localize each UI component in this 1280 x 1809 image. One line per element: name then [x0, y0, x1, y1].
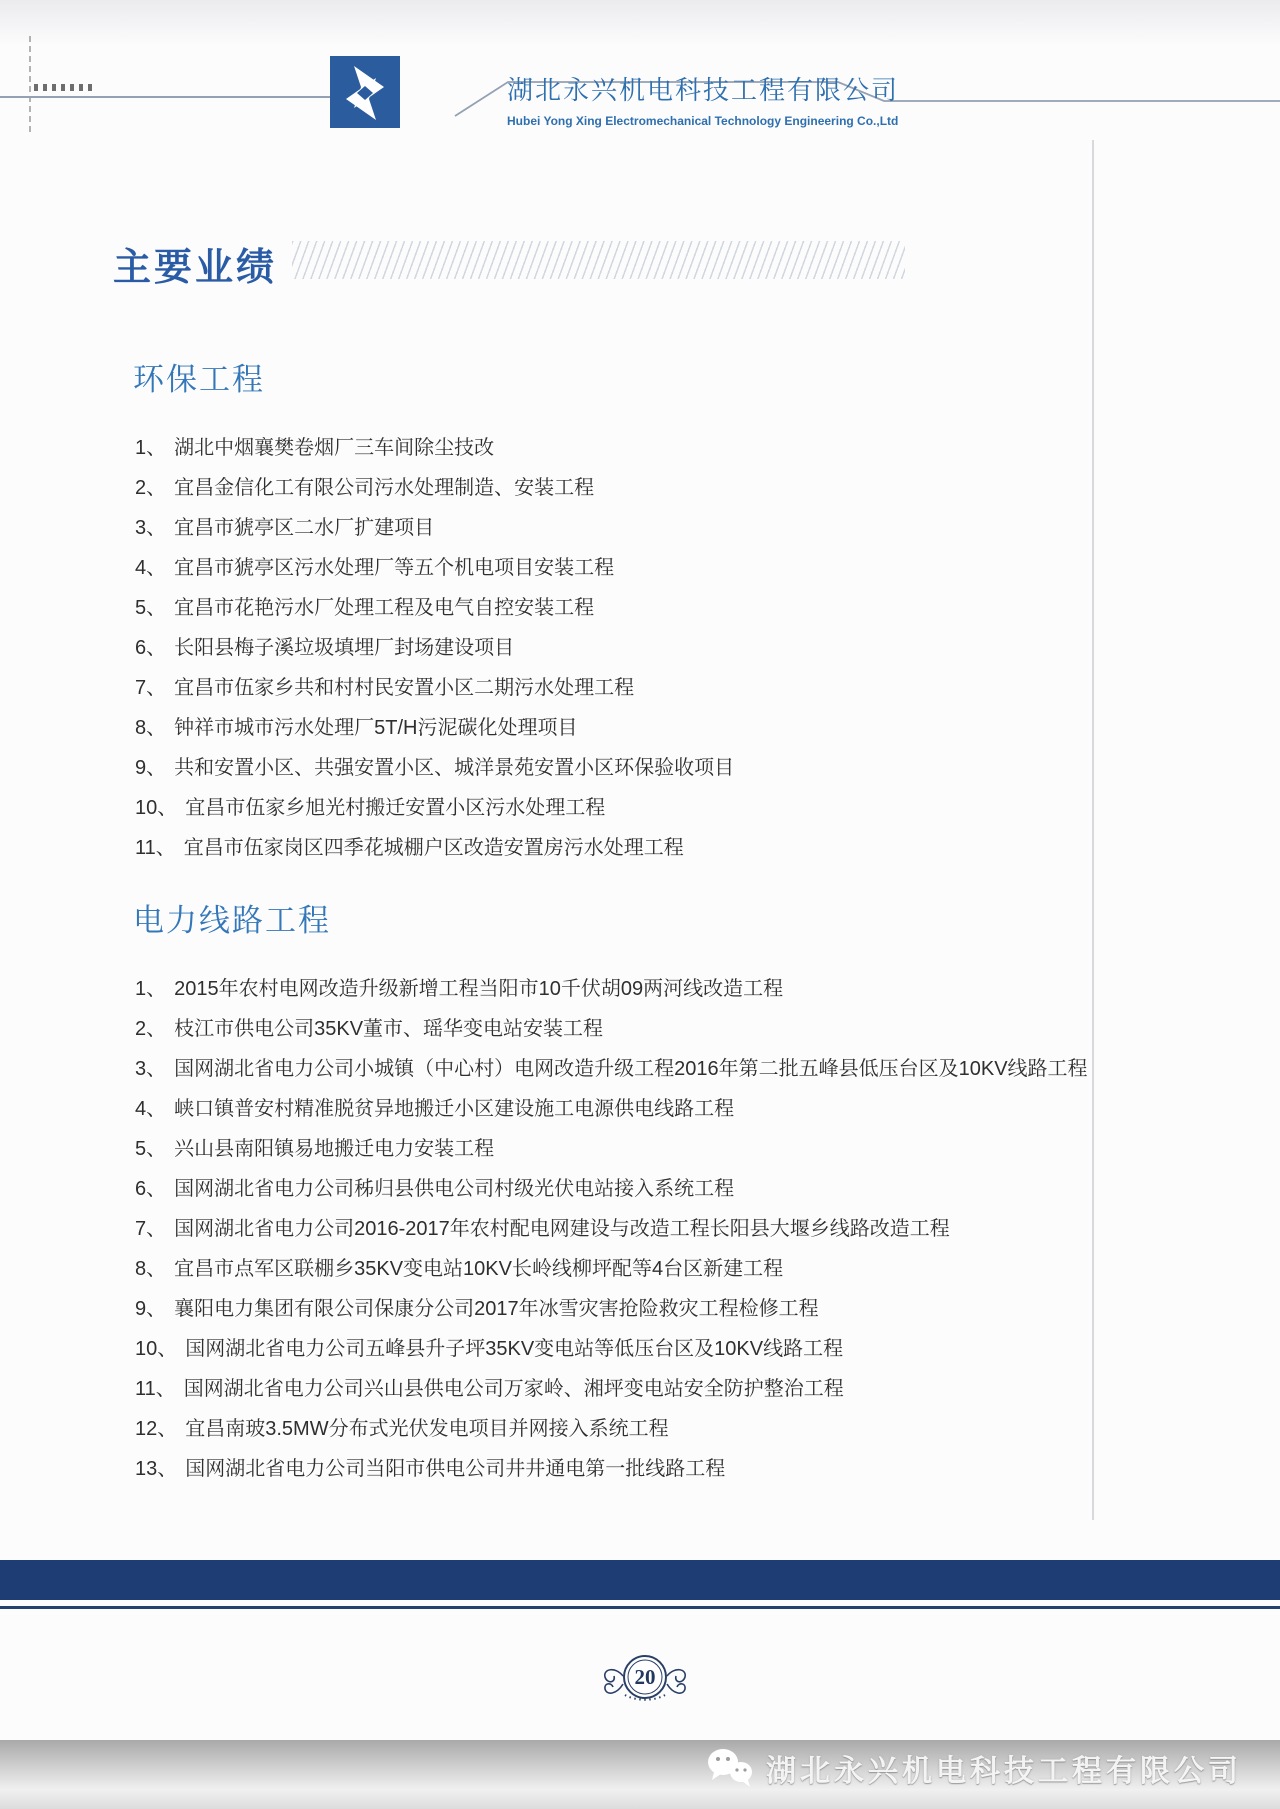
list-item	[135, 1289, 1265, 1329]
item-number: 6、	[135, 1178, 167, 1200]
list-item	[135, 1249, 1265, 1289]
item-number: 4、	[135, 1098, 167, 1120]
section-heading: 电力线路工程	[133, 903, 331, 938]
list-item	[135, 969, 1265, 1009]
list-item	[135, 628, 1265, 668]
item-text: 共和安置小区、共强安置小区、城洋景苑安置小区环保验收项目	[174, 757, 735, 779]
item-text: 钟祥市城市污水处理厂5T/H污泥碳化处理项目	[174, 717, 578, 739]
item-text: 国网湖北省电力公司2016-2017年农村配电网建设与改造工程长阳县大堰乡线路改造工程	[174, 1218, 950, 1240]
item-number: 5、	[135, 597, 167, 619]
item-text: 襄阳电力集团有限公司保康分公司2017年冰雪灾害抢险救灾工程检修工程	[174, 1298, 819, 1320]
item-text: 宜昌市花艳污水厂处理工程及电气自控安装工程	[174, 597, 595, 619]
item-text: 宜昌市伍家乡共和村村民安置小区二期污水处理工程	[174, 677, 635, 699]
list-item	[135, 1169, 1265, 1209]
footer-navy-line	[0, 1606, 1280, 1609]
list-item	[135, 1329, 1265, 1369]
item-number: 9、	[135, 757, 167, 779]
item-text: 国网湖北省电力公司秭归县供电公司村级光伏电站接入系统工程	[174, 1178, 735, 1200]
page-title: 主要业绩	[113, 247, 278, 289]
list-item	[135, 1009, 1265, 1049]
list-item	[135, 708, 1265, 748]
item-number: 5、	[135, 1138, 167, 1160]
item-number: 8、	[135, 1258, 167, 1280]
item-text: 宜昌市猇亭区二水厂扩建项目	[174, 517, 435, 539]
list-item	[135, 468, 1265, 508]
list-item	[135, 1409, 1265, 1449]
item-text: 国网湖北省电力公司五峰县升子坪35KV变电站等低压台区及10KV线路工程	[185, 1338, 844, 1360]
page-number-badge	[585, 1642, 705, 1714]
section	[135, 362, 1265, 868]
item-text: 国网湖北省电力公司小城镇（中心村）电网改造升级工程2016年第二批五峰县低压台区及10KV线路工程	[174, 1058, 1088, 1080]
section-heading: 环保工程	[133, 362, 265, 397]
footer-navy-bar	[0, 1560, 1280, 1600]
title-hatch-band	[292, 241, 905, 279]
list-item	[135, 1209, 1265, 1249]
item-number: 10、	[135, 797, 178, 819]
company-name-block	[507, 70, 899, 128]
list-item	[135, 1129, 1265, 1169]
item-text: 国网湖北省电力公司当阳市供电公司井井通电第一批线路工程	[185, 1458, 726, 1480]
item-number: 7、	[135, 677, 167, 699]
bottom-watermark-strip	[0, 1740, 1280, 1809]
item-text: 枝江市供电公司35KV董市、瑶华变电站安装工程	[174, 1018, 604, 1040]
item-number: 2、	[135, 1018, 167, 1040]
list-item	[135, 748, 1265, 788]
item-text: 湖北中烟襄樊卷烟厂三车间除尘技改	[174, 437, 495, 459]
list-item	[135, 788, 1265, 828]
company-name-cn: 湖北永兴机电科技工程有限公司	[507, 75, 900, 105]
watermark-inner	[704, 1746, 1242, 1790]
item-text: 宜昌金信化工有限公司污水处理制造、安装工程	[174, 477, 595, 499]
list-item	[135, 508, 1265, 548]
item-number: 10、	[135, 1338, 178, 1360]
item-number: 7、	[135, 1218, 167, 1240]
sections	[135, 362, 1265, 1524]
item-text: 国网湖北省电力公司兴山县供电公司万家岭、湘坪变电站安全防护整治工程	[183, 1378, 844, 1400]
item-number: 11、	[135, 1378, 176, 1400]
item-number: 2、	[135, 477, 167, 499]
item-number: 3、	[135, 517, 167, 539]
list-item	[135, 1089, 1265, 1129]
item-text: 峡口镇普安村精准脱贫异地搬迁小区建设施工电源供电线路工程	[174, 1098, 735, 1120]
item-number: 1、	[135, 437, 167, 459]
item-number: 13、	[135, 1458, 178, 1480]
item-text: 长阳县梅子溪垃圾填埋厂封场建设项目	[174, 637, 515, 659]
list-item	[135, 428, 1265, 468]
section	[135, 903, 1265, 1489]
list-item	[135, 548, 1265, 588]
list-item	[135, 668, 1265, 708]
wechat-icon	[704, 1746, 756, 1790]
item-text: 宜昌市伍家岗区四季花城棚户区改造安置房污水处理工程	[183, 837, 684, 859]
item-number: 4、	[135, 557, 167, 579]
item-number: 12、	[135, 1418, 178, 1440]
list-item	[135, 1049, 1265, 1089]
item-text: 宜昌市猇亭区污水处理厂等五个机电项目安装工程	[174, 557, 615, 579]
item-number: 9、	[135, 1298, 167, 1320]
list-item	[135, 588, 1265, 628]
item-text: 宜昌市伍家乡旭光村搬迁安置小区污水处理工程	[185, 797, 606, 819]
item-text: 2015年农村电网改造升级新增工程当阳市10千伏胡09两河线改造工程	[174, 978, 784, 1000]
watermark-company-name: 湖北永兴机电科技工程有限公司	[766, 1755, 1242, 1788]
item-text: 宜昌南玻3.5MW分布式光伏发电项目并网接入系统工程	[185, 1418, 669, 1440]
page-number: 20	[634, 1665, 656, 1689]
item-number: 11、	[135, 837, 176, 859]
list-item	[135, 1369, 1265, 1409]
item-number: 3、	[135, 1058, 167, 1080]
item-number: 6、	[135, 637, 167, 659]
item-number: 8、	[135, 717, 167, 739]
company-name-en: Hubei Yong Xing Electromechanical Technology Engineering Co.,Ltd	[507, 114, 899, 128]
item-number: 1、	[135, 978, 167, 1000]
company-logo double-arrow-logo-icon	[330, 56, 400, 128]
list-item	[135, 1449, 1265, 1489]
list-item	[135, 828, 1265, 868]
item-text: 宜昌市点军区联棚乡35KV变电站10KV长岭线柳坪配等4台区新建工程	[174, 1258, 784, 1280]
item-text: 兴山县南阳镇易地搬迁电力安装工程	[174, 1138, 495, 1160]
